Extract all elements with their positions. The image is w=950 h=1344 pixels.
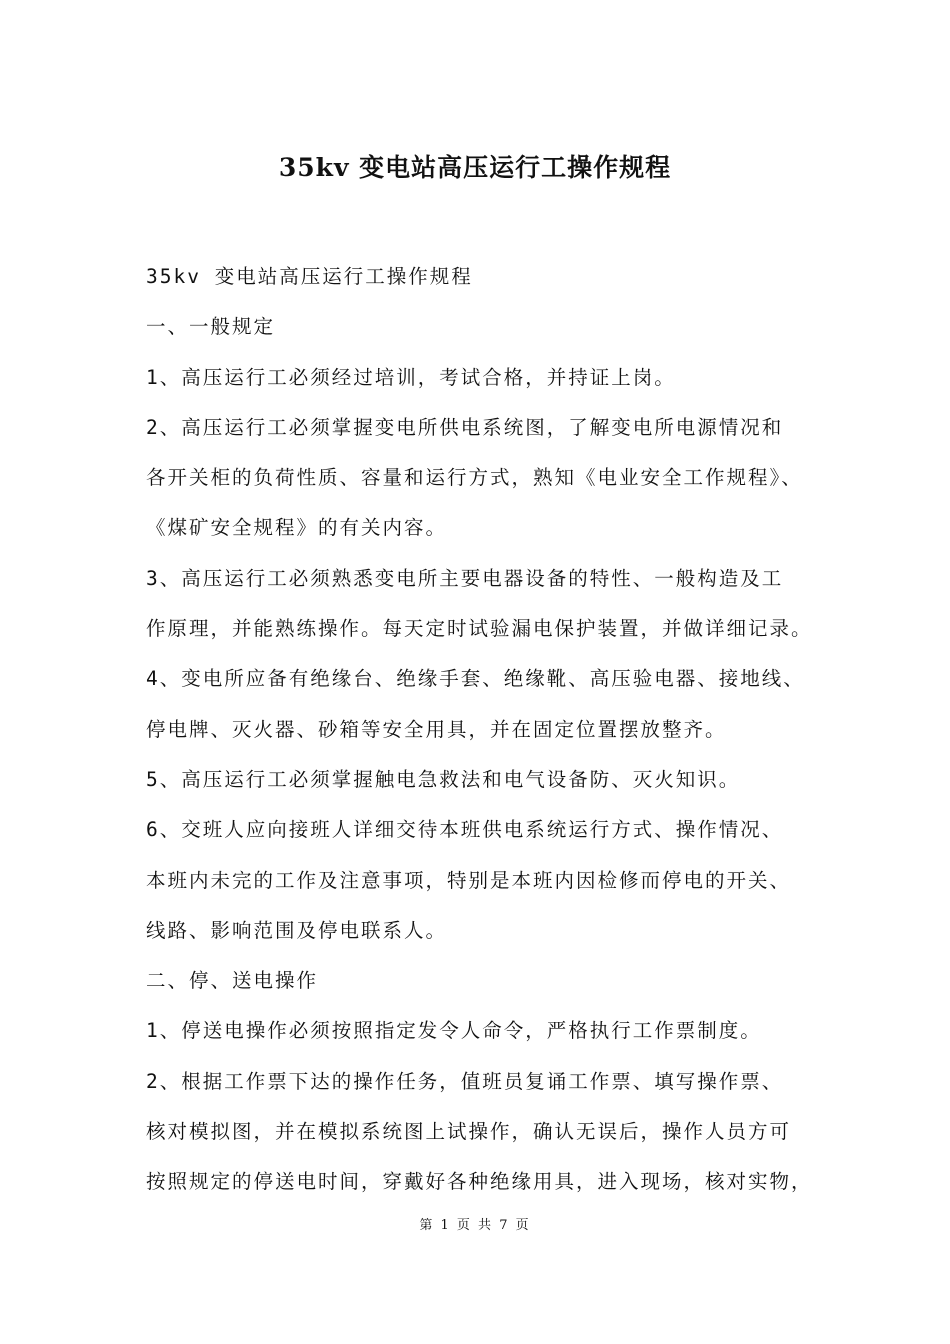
body-line: 6、交班人应向接班人详细交待本班供电系统运行方式、操作情况、 [146,818,784,842]
body-line: 线路、影响范围及停电联系人。 [146,918,448,942]
body-line: 本班内未完的工作及注意事项，特别是本班内因检修而停电的开关、 [146,868,792,892]
body-line: 按照规定的停送电时间，穿戴好各种绝缘用具，进入现场，核对实物， [146,1170,813,1194]
body-line: 35kv 变电站高压运行工操作规程 [146,265,473,288]
section-heading: 一、一般规定 [146,315,276,339]
body-line: 2、根据工作票下达的操作任务，值班员复诵工作票、填写操作票、 [146,1069,784,1093]
section-heading: 二、停、送电操作 [146,969,319,993]
body-line: 3、高压运行工必须熟悉变电所主要电器设备的特性、一般构造及工 [146,566,784,590]
body-line: 《煤矿安全规程》的有关内容。 [146,516,448,540]
body-line: 核对模拟图，并在模拟系统图上试操作，确认无误后，操作人员方可 [146,1120,792,1144]
page-footer: 第 1 页 共 7 页 [419,1218,531,1233]
body-line: 1、停送电操作必须按照指定发令人命令，严格执行工作票制度。 [146,1019,762,1043]
body-line: 各开关柜的负荷性质、容量和运行方式，熟知《电业安全工作规程》、 [146,466,803,490]
body-line: 2、高压运行工必须掌握变电所供电系统图，了解变电所电源情况和 [146,415,784,439]
body-line: 停电牌、灭火器、砂箱等安全用具，并在固定位置摆放整齐。 [146,717,727,741]
body-line: 1、高压运行工必须经过培训，考试合格，并持证上岗。 [146,365,676,389]
body-line: 4、变电所应备有绝缘台、绝缘手套、绝缘靴、高压验电器、接地线、 [146,667,805,691]
document-body [146,252,826,1208]
body-line: 5、高压运行工必须掌握触电急救法和电气设备防、灭火知识。 [146,767,741,791]
document-title: 35kv 变电站高压运行工操作规程 [278,153,672,182]
body-line: 作原理，并能熟练操作。每天定时试验漏电保护装置，并做详细记录。 [146,617,813,641]
